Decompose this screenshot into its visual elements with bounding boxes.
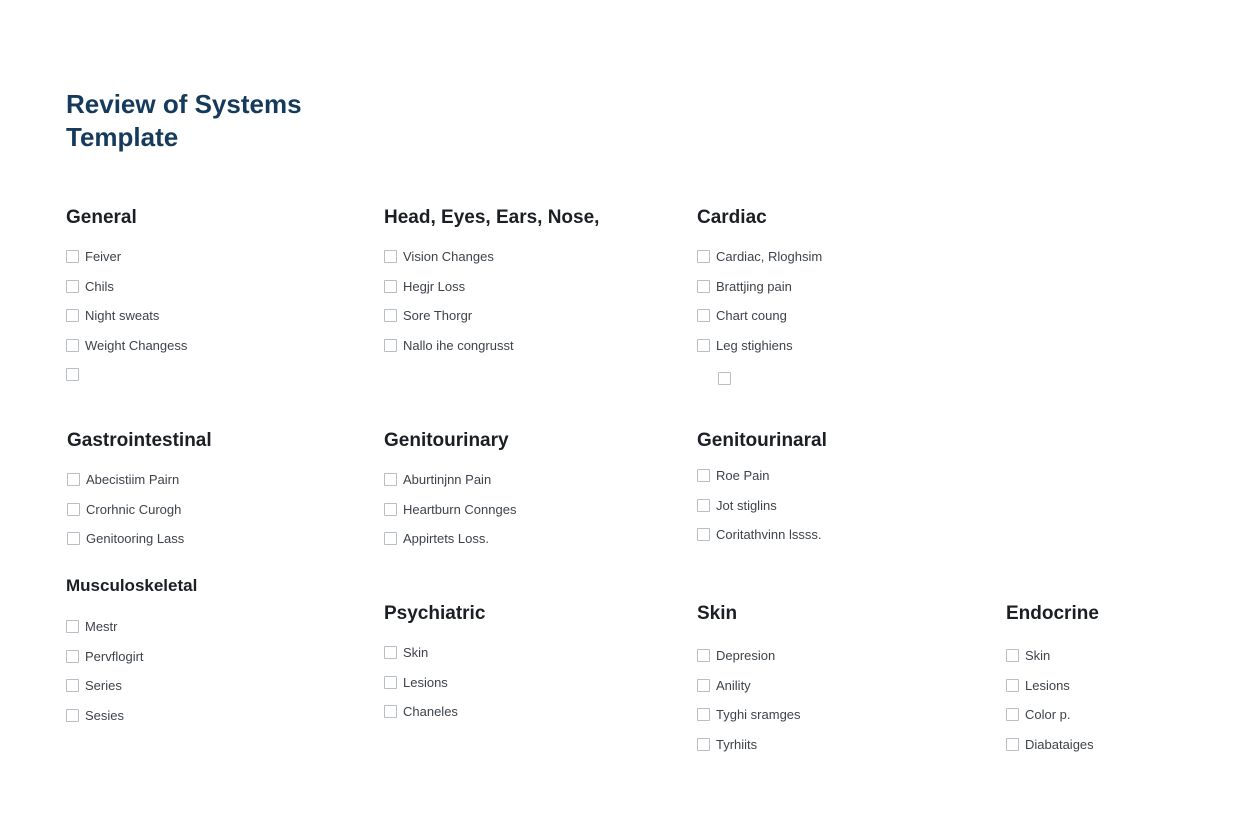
section-title-endocrine: Endocrine xyxy=(1006,603,1099,624)
checkbox[interactable] xyxy=(697,738,710,751)
checkbox-label: Feiver xyxy=(85,249,122,265)
checkbox[interactable] xyxy=(384,676,397,689)
checkbox-item-cardiac-2[interactable] xyxy=(697,272,822,302)
checkbox-label: Heartburn Connges xyxy=(403,501,517,517)
checkbox-item-heent-3[interactable] xyxy=(384,301,599,331)
section-title-psychiatric: Psychiatric xyxy=(384,603,486,624)
checkbox-label: Night sweats xyxy=(85,308,160,324)
checkbox-item-skin-4[interactable] xyxy=(697,730,801,760)
section-gastrointestinal xyxy=(67,429,212,554)
section-musculoskeletal xyxy=(66,574,197,730)
checkbox-label: Chils xyxy=(85,278,114,294)
section-title-genitourinary: Genitourinary xyxy=(384,430,509,451)
checkbox[interactable] xyxy=(66,368,79,381)
checkbox[interactable] xyxy=(384,646,397,659)
checkbox-item-genitourinaral-3[interactable] xyxy=(697,520,827,550)
checkbox-item-endocrine-1[interactable] xyxy=(1006,641,1099,671)
checkbox[interactable] xyxy=(697,679,710,692)
section-psychiatric xyxy=(384,602,485,727)
checkbox-item-general-3[interactable] xyxy=(66,301,187,331)
checkbox-item-skin-3[interactable] xyxy=(697,700,801,730)
checkbox-item-general-4[interactable] xyxy=(66,331,187,361)
checkbox-label: Coritathvinn lssss. xyxy=(716,527,822,543)
section-general xyxy=(66,206,187,390)
checkbox-item-genitourinary-3[interactable] xyxy=(384,524,516,554)
checkbox-item-genitourinary-1[interactable] xyxy=(384,465,516,495)
checkbox-label: Tyghi sramges xyxy=(716,707,801,723)
checkbox-item-cardiac-4[interactable] xyxy=(697,331,822,361)
checkbox-label: Vision Changes xyxy=(403,249,494,265)
checkbox-label: Sesies xyxy=(85,707,125,723)
checkbox-item-cardiac-3[interactable] xyxy=(697,301,822,331)
checkbox-item-endocrine-2[interactable] xyxy=(1006,671,1099,701)
checkbox-label: Hegjr Loss xyxy=(403,278,466,294)
checkbox[interactable] xyxy=(1006,708,1019,721)
checkbox-label: Nallo ihe congrusst xyxy=(403,337,514,353)
checkbox-item-general-5[interactable] xyxy=(66,360,187,390)
checkbox[interactable] xyxy=(697,280,710,293)
section-heent xyxy=(384,206,599,360)
checkbox-item-psychiatric-3[interactable] xyxy=(384,697,485,727)
checkbox-label: Color p. xyxy=(1025,707,1071,723)
checkbox-label: Chaneles xyxy=(403,704,458,720)
checkbox-label: Aburtinjnn Pain xyxy=(403,472,492,488)
checkbox-item-gastrointestinal-2[interactable] xyxy=(67,495,212,525)
checkbox-item-cardiac-5[interactable] xyxy=(697,364,822,394)
checkbox-item-gastrointestinal-1[interactable] xyxy=(67,465,212,495)
checkbox-item-musculoskeletal-4[interactable] xyxy=(66,701,197,731)
page-title: Review of Systems Template xyxy=(66,89,302,152)
checkbox-item-endocrine-3[interactable] xyxy=(1006,700,1099,730)
checkbox-label: Tyrhiits xyxy=(716,736,758,752)
checkbox[interactable] xyxy=(67,473,80,486)
checkbox-label: Chart coung xyxy=(716,308,787,324)
checkbox-item-endocrine-4[interactable] xyxy=(1006,730,1099,760)
checkbox[interactable] xyxy=(67,503,80,516)
checkbox[interactable] xyxy=(697,250,710,263)
section-skin xyxy=(697,602,801,759)
checkbox-label: Jot stiglins xyxy=(716,497,777,513)
checkbox-item-musculoskeletal-1[interactable] xyxy=(66,612,197,642)
checkbox-item-psychiatric-2[interactable] xyxy=(384,668,485,698)
checkbox[interactable] xyxy=(384,473,397,486)
checkbox-item-skin-2[interactable] xyxy=(697,671,801,701)
checkbox[interactable] xyxy=(1006,649,1019,662)
checkbox[interactable] xyxy=(697,499,710,512)
checkbox[interactable] xyxy=(384,705,397,718)
checkbox[interactable] xyxy=(66,650,79,663)
checkbox[interactable] xyxy=(66,280,79,293)
checkbox[interactable] xyxy=(66,250,79,263)
checkbox-label: Cardiac, Rloghsim xyxy=(716,249,823,265)
checkbox[interactable] xyxy=(1006,679,1019,692)
section-genitourinary xyxy=(384,429,516,554)
checkbox-item-cardiac-1[interactable] xyxy=(697,242,822,272)
checkbox[interactable] xyxy=(697,469,710,482)
checkbox[interactable] xyxy=(66,339,79,352)
checkbox-item-heent-4[interactable] xyxy=(384,331,599,361)
checkbox[interactable] xyxy=(697,708,710,721)
checkbox-item-musculoskeletal-2[interactable] xyxy=(66,642,197,672)
checkbox-label: Sore Thorgr xyxy=(403,308,473,324)
section-title-genitourinaral: Genitourinaral xyxy=(697,430,827,451)
section-title-musculoskeletal: Musculoskeletal xyxy=(66,576,198,595)
checkbox-item-genitourinaral-2[interactable] xyxy=(697,491,827,521)
checkbox[interactable] xyxy=(66,709,79,722)
checkbox[interactable] xyxy=(1006,738,1019,751)
checkbox-label: Pervflogirt xyxy=(85,648,144,664)
checkbox[interactable] xyxy=(66,620,79,633)
section-title-cardiac: Cardiac xyxy=(697,207,767,228)
checkbox-item-heent-2[interactable] xyxy=(384,272,599,302)
checkbox-item-genitourinary-2[interactable] xyxy=(384,495,516,525)
checkbox-label: Mestr xyxy=(85,619,118,635)
checkbox-label: Skin xyxy=(1025,648,1051,664)
section-title-skin: Skin xyxy=(697,603,738,624)
checkbox-label: Lesions xyxy=(403,674,448,690)
checkbox[interactable] xyxy=(66,309,79,322)
checkbox-label: Genitooring Lass xyxy=(86,531,185,547)
checkbox[interactable] xyxy=(697,309,710,322)
checkbox-label: Lesions xyxy=(1025,677,1070,693)
section-genitourinaral xyxy=(697,429,827,550)
checkbox[interactable] xyxy=(384,532,397,545)
checkbox[interactable] xyxy=(66,679,79,692)
section-title-general: General xyxy=(66,207,137,228)
checkbox-label: Leg stighiens xyxy=(716,337,793,353)
checkbox-label: Appirtets Loss. xyxy=(403,531,489,547)
section-title-heent: Head, Eyes, Ears, Nose, xyxy=(384,207,600,228)
checkbox-label: Series xyxy=(85,678,122,694)
checkbox-label: Diabataiges xyxy=(1025,736,1094,752)
checkbox-item-general-1[interactable] xyxy=(66,242,187,272)
checkbox-item-heent-1[interactable] xyxy=(384,242,599,272)
checkbox-label: Crorhnic Curogh xyxy=(86,501,182,517)
checkbox-label: Anility xyxy=(716,677,751,693)
checkbox-label: Roe Pain xyxy=(716,468,770,484)
checkbox-label: Brattjing pain xyxy=(716,278,792,294)
checkbox[interactable] xyxy=(697,649,710,662)
section-title-gastrointestinal: Gastrointestinal xyxy=(67,430,212,451)
checkbox-item-gastrointestinal-3[interactable] xyxy=(67,524,212,554)
checkbox-label: Weight Changess xyxy=(85,337,188,353)
section-cardiac xyxy=(697,206,822,394)
checkbox-item-general-2[interactable] xyxy=(66,272,187,302)
checkbox[interactable] xyxy=(384,339,397,352)
checkbox-item-musculoskeletal-3[interactable] xyxy=(66,671,197,701)
checkbox[interactable] xyxy=(384,309,397,322)
checkbox[interactable] xyxy=(718,372,731,385)
checkbox[interactable] xyxy=(697,528,710,541)
checkbox-label: Abecistiim Pairn xyxy=(86,472,180,488)
checkbox[interactable] xyxy=(384,280,397,293)
checkbox-label: Skin xyxy=(403,645,429,661)
checkbox[interactable] xyxy=(697,339,710,352)
checkbox-item-skin-1[interactable] xyxy=(697,641,801,671)
section-endocrine xyxy=(1006,602,1099,759)
checkbox[interactable] xyxy=(384,250,397,263)
checkbox-item-psychiatric-1[interactable] xyxy=(384,638,485,668)
checkbox[interactable] xyxy=(67,532,80,545)
checkbox[interactable] xyxy=(384,503,397,516)
checkbox-label: Depresion xyxy=(716,648,776,664)
checkbox-item-genitourinaral-1[interactable] xyxy=(697,461,827,491)
